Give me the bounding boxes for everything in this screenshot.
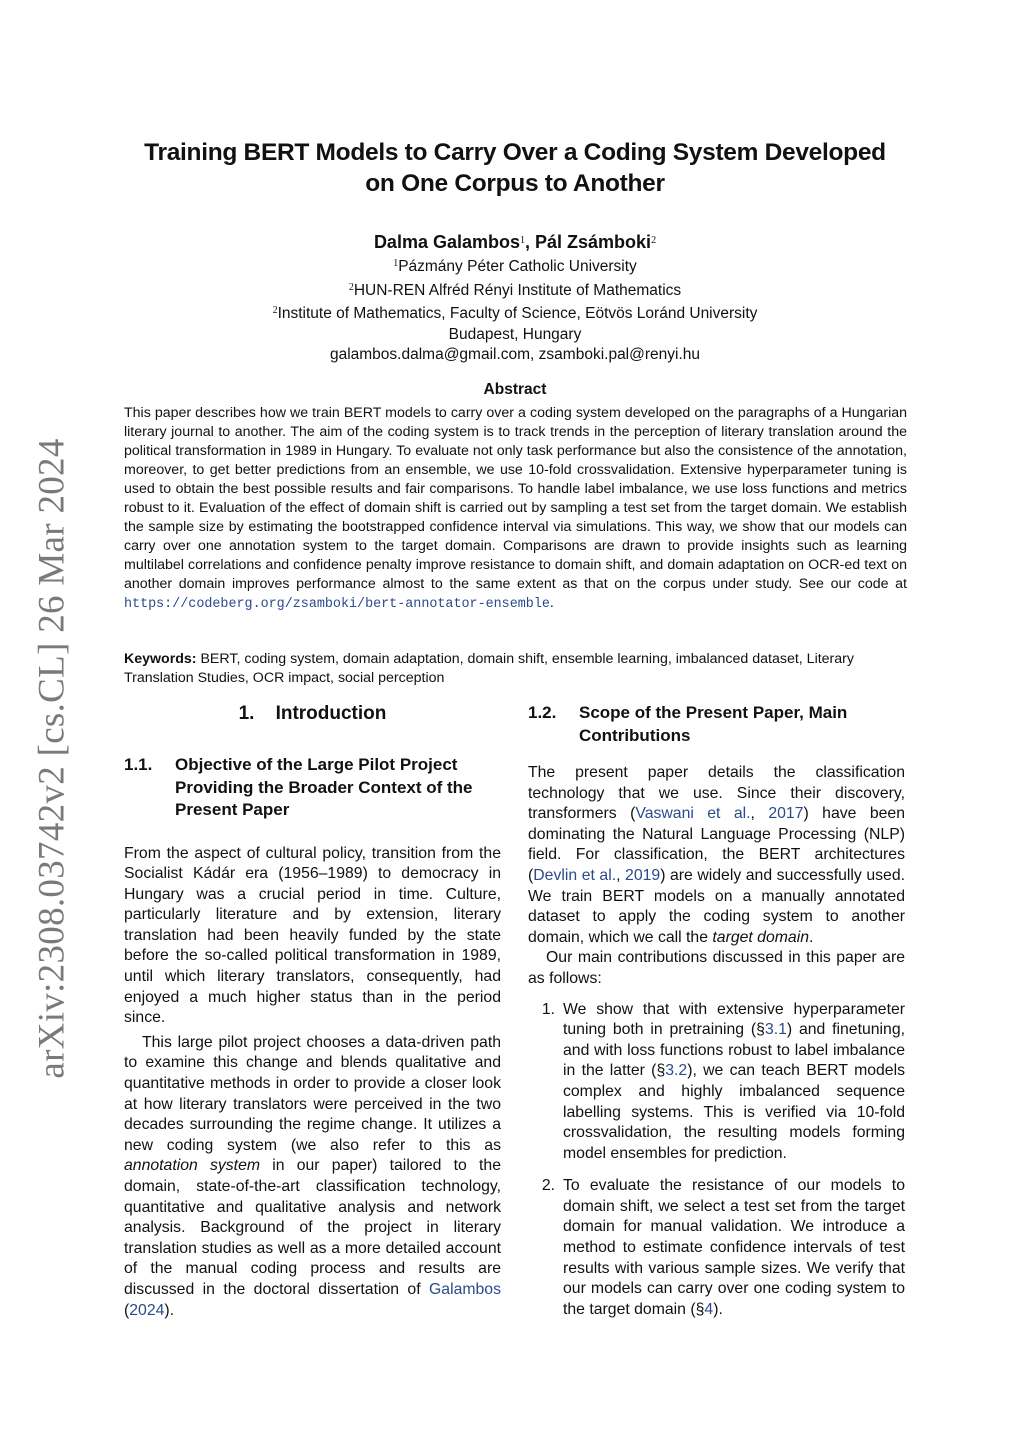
arxiv-identifier: arXiv:2308.03742v2 [cs.CL] 26 Mar 2024 [31,437,73,1079]
citation-galambos-year[interactable]: 2024 [129,1301,165,1319]
title-line-1: Training BERT Models to Carry Over a Coding System Developed [144,139,886,166]
citation-devlin-year[interactable]: 2019 [625,866,661,884]
title-line-2: on One Corpus to Another [365,170,665,197]
citation-galambos[interactable]: Galambos [429,1280,501,1298]
affiliation-2: $^2$HUN-REN Alfréd Rényi Institute of Mathematics [348,281,682,299]
code-url-link[interactable]: https://codeberg.org/zsamboki/bert-annotator-ensemble [124,597,550,612]
keywords [124,650,907,688]
author-1: Dalma Galambos [373,232,520,252]
abstract-body: This paper describes how we train BERT models to carry over a coding system developed on the paragraphs of a Hungarian literary journal to another. The aim of the coding system is to track trends in the perception of literary translation around the political transformation in 1989 in Hungary. To evaluate not only task performance but also the consistence of the annotation, moreover, to get better predictions from an ensemble, we use 10-fold crossvalidation. Extensive hyperparameter tuning is used to obtain the best possible results and fair comparisons. To handle label imbalance, we use loss functions and metrics robust to it. Evaluation of the effect of domain shift is carried out by sampling a test set from the target domain. We establish the sample size by estimating the bootstrapped confidence interval via simulations. This way, we show that our models can carry over one annotation system to the target domain. Comparisons are drawn to provide insights such as learning multilabel correlations and confidence penalty improve resistance to domain shift, and domain adaptation on OCR-ed text on another domain improves performance almost to the same extent as that on the corpus under study. See our code at https://codeberg.org/zsamboki/bert-annotator-ensemble. [124,405,907,612]
abstract-heading: Abstract [483,381,547,398]
affiliation-1: $^1$Pázmány Péter Catholic University [393,258,637,275]
paper-title [100,137,930,199]
contributions-list [528,1000,905,1321]
affiliation-location: Budapest, Hungary [448,325,582,343]
author-2: Pál Zsámboki [535,232,652,252]
scope-paragraph-2: Our main contributions discussed in this paper are as follows: [528,949,905,987]
scope-paragraph-1: The present paper details the classification technology that we use. Since their discovery, transformers (Vaswani et al., 2017) have been dominating the Natural Language Processing (NLP) field. For classification, the BERT architectures (Devlin et al., 2019) are widely and successfully used. We train BERT models on a manually annotated dataset to apply the coding system to another domain, which we call the target domain. [528,764,905,946]
list-item: 1. We show that with extensive hyperparameter tuning both in pretraining (§3.1) and finetuning, and with loss functions robust to label imbalance in the latter (§3.2), we can teach BERT models complex and highly imbalanced sequence labelling systems. This is verified via 10-fold crossvalidation, the resulting models forming model ensembles for prediction. [541,1000,906,1162]
citation-vaswani[interactable]: Vaswani et al. [635,805,751,823]
section-ref-3-1[interactable]: 3.1 [764,1021,787,1039]
section-ref-4[interactable]: 4 [704,1300,714,1318]
left-column [124,702,501,1321]
keywords-label: Keywords: [124,651,197,667]
intro-paragraph-1: From the aspect of cultural policy, transition from the Socialist Kádár era (1956–1989) to democracy in Hungary was a crucial period in time. Culture, particularly literature and by extension, literary translation had been heavily funded by the state before the so-called political transformation in 1989, until which literary translators, consequently, had enjoyed a much higher status than in the period since. [124,844,501,1027]
author-2-affil: 2 [651,235,657,246]
citation-vaswani-year[interactable]: 2017 [768,805,804,823]
section-ref-3-2[interactable]: 3.2 [665,1062,688,1080]
section-heading-introduction: 1. Introduction [238,703,387,724]
author-names [150,229,880,254]
author-emails: galambos.dalma@gmail.com, zsamboki.pal@renyi.hu [329,346,701,364]
author-block [150,229,880,366]
list-item: 2. To evaluate the resistance of our models to domain shift, we select a test set from the target domain for manual validation. We introduce a method to estimate confidence intervals of test results with various sample sizes. We verify that our models can carry over one coding system to the target domain (§4). [541,1177,905,1318]
subsection-heading-1-2: 1.2. Scope of the Present Paper, Main Contributions [528,703,848,745]
subsection-heading-1-1: 1.1. Objective of the Large Pilot Project Providing the Broader Context of the Present Paper [124,755,473,819]
author-1-affil: 1 [520,235,525,246]
intro-paragraph-2: This large pilot project chooses a data-driven path to examine this change and blends qualitative and quantitative methods in order to provide a closer look at how literary translators were perceived in the two decades surrounding the regime change. It utilizes a new coding system (we also refer to this as annotation system in our paper) tailored to the domain, state-of-the-art classification technology, quantitative and qualitative analysis and network analysis. Background of the project in literary translation studies as well as a more detailed account of the manual coding process and results are discussed in the doctoral dissertation of Galambos (2024). [124,1033,501,1319]
affiliation-3: $^2$Institute of Mathematics, Faculty of Science, Eötvös Loránd University [272,305,758,323]
author-separator: , [525,232,536,252]
keywords-text: BERT, coding system, domain adaptation, domain shift, ensemble learning, imbalanced dataset, Literary Translation Studies, OCR impact, social perception [124,651,854,686]
citation-devlin[interactable]: Devlin et al. [533,866,617,884]
right-column [528,702,905,1332]
